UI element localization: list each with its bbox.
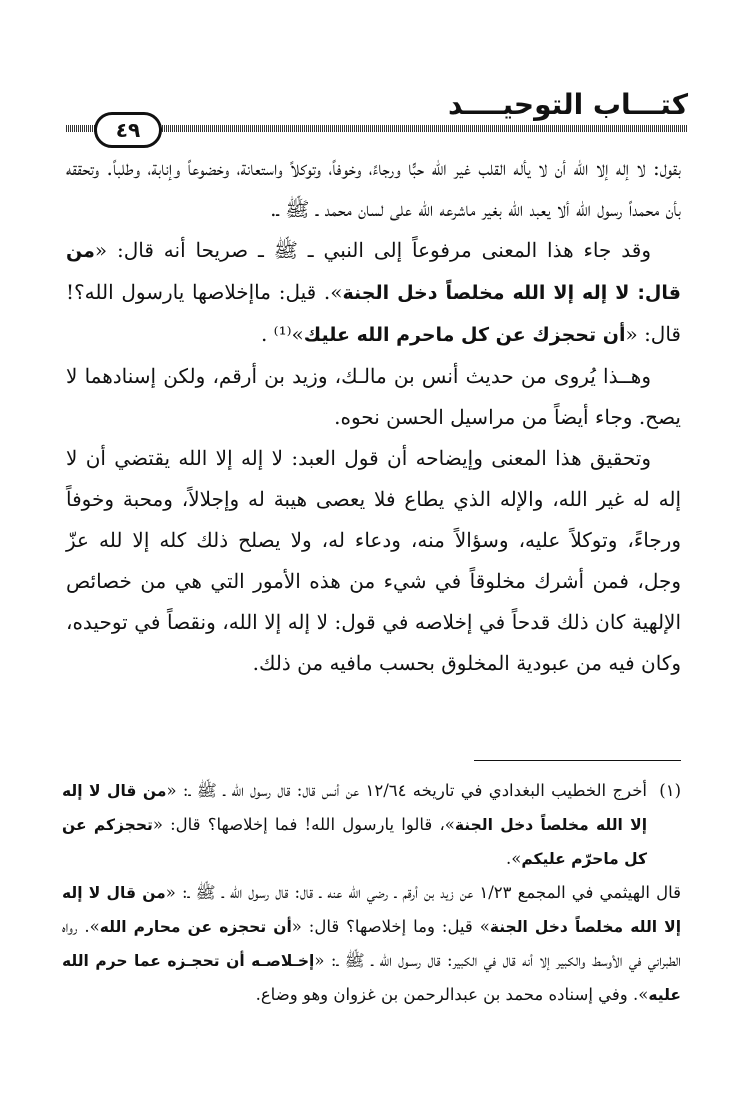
footnote-2-text-e: ». رواه الطبراني في الأوسط والكبير إلا أنه قال في الكبير: قال رسـول الله ـ ﷺ ـ: « <box>62 917 681 970</box>
page-header <box>66 88 688 142</box>
paragraph-2-text-a: وقد جاء هذا المعنى مرفوعاً إلى النبي ـ ﷺ ـ صريحا أنه قال: « <box>94 238 651 262</box>
page-number: ٤٩ <box>94 112 162 148</box>
hadith-quote-2: أن تحجزك عن كل ماحرم الله عليك <box>303 324 626 346</box>
footnote-marker: (١) <box>659 781 681 800</box>
footnote-2 <box>62 876 681 1012</box>
paragraph-4: وتحقيق هذا المعنى وإيضاحه أن قول العبد: لا إله إلا الله يقتضي أن لا إله له غير الله، والإله الذي يطاع فلا يعصى هيبة له وإجلالاً، ومحبة وخوفاً ورجاءً، وتوكلاً عليه، وسؤالاً منه، ودعاء له، ولا يصلح ذلك كله إلا لله عزّ وجل، فمن أشرك مخلوقاً في شيء من هذه الأمور التي هي من خصائص الإلهية كان ذلك قدحاً في إخلاصه في قول: لا إله إلا الله، ونقصاً في توحيده، وكان فيه من عبودية المخلوق بحسب مافيه من ذلك. <box>66 446 681 675</box>
footnotes <box>62 774 681 1012</box>
main-text <box>66 148 681 684</box>
footnote-2-text-g: ». وفي إسناده محمد بن عبدالرحمن بن غزوان وهو وضاع. <box>255 985 649 1004</box>
footnote-1-quote-1: من قال لا إله إلا الله مخلصاً دخل الجنة <box>62 782 648 834</box>
footnote-1-text-e: ». <box>506 849 522 868</box>
footnote-1-quote-2: تحجزكم عن كل ماحرّم عليكم <box>62 816 647 868</box>
hadith-quote-1: من قال: لا إله إلا الله مخلصاً دخل الجنة <box>66 240 681 304</box>
book-title: كتـــاب التوحيــــد <box>448 88 688 121</box>
footnote-1 <box>62 774 681 876</box>
footnote-reference: »⁽¹⁾ . <box>260 322 304 346</box>
paragraph-3: وهــذا يُروى من حديث أنس بن مالـك، وزيد بن أرقم، ولكن إسنادهما لا يصح. وجاء أيضاً من مراسيل الحسن نحوه. <box>66 364 681 429</box>
footnote-1-text-c: »، قالوا يارسول الله! فما إخلاصها؟ قال: « <box>152 815 455 834</box>
paragraph-2-text-c: ». قيل: ماإخلاصها يارسول الله؟! قال: « <box>66 280 681 346</box>
footnote-2-quote-1: من قال لا إله إلا الله مخلصاً دخل الجنة <box>62 884 682 936</box>
footnote-separator <box>474 760 681 761</box>
paragraph-2 <box>66 230 681 356</box>
footnote-2-text-a: قال الهيثمي في المجمع ١/٢٣ عن زيد بن أرقم ـ رضي الله عنه ـ قال: قال رسول الله ـ ﷺ ـ: « <box>165 883 681 902</box>
paragraph-1: بقول: لا إله إلا الله أن لا يأله القلب غير الله حبًّا ورجاءً، وخوفاً، وتوكلاً واستعانة، وخضوعاً وإنابة، وطلباً. وتحققه بأن محمداً رسول الله ألا يعبد الله بغير ماشرعه الله على لسان محمد ـ ﷺ ـ. <box>66 156 682 221</box>
footnote-2-quote-3: إخـلاصـه أن تحجـزه عما حرم الله عليه <box>62 952 681 1004</box>
footnote-2-quote-2: أن تحجزه عن محارم الله <box>99 918 292 936</box>
footnote-2-text-c: » قيل: وما إخلاصها؟ قال: « <box>291 917 490 936</box>
footnote-1-text-a: أخرج الخطيب البغدادي في تاريخه ١٢/٦٤ عن أنس قال: قال رسول الله ـ ﷺ ـ: « <box>166 781 647 800</box>
